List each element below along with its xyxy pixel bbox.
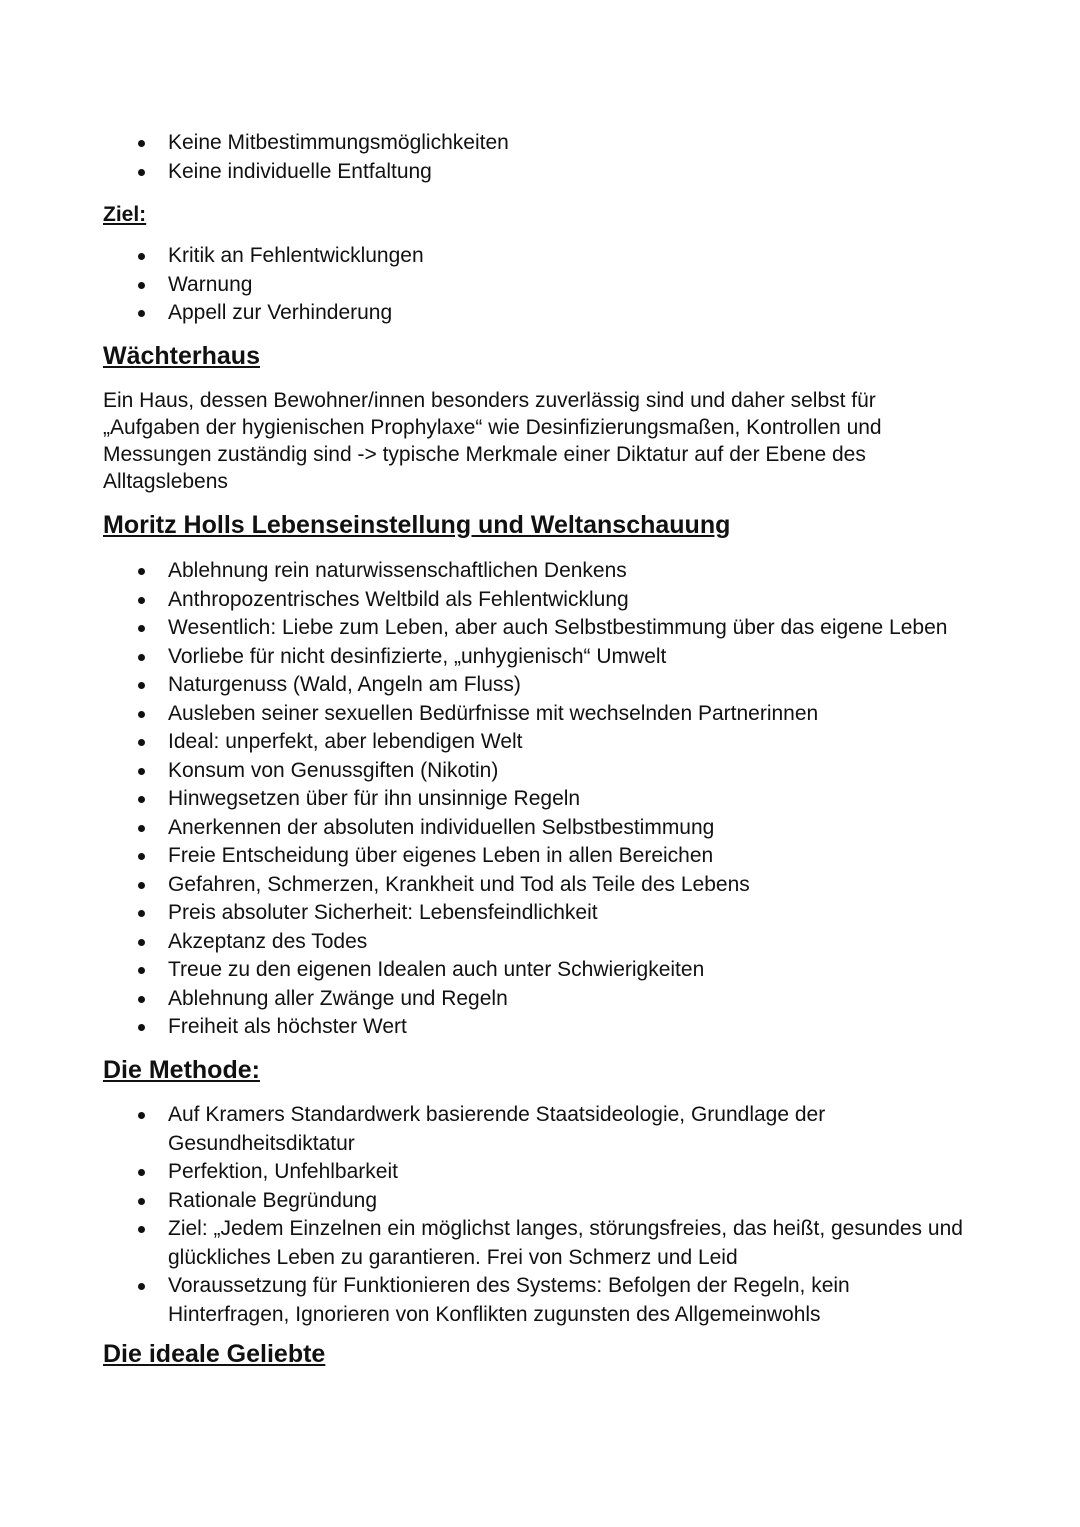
geliebte-heading: Die ideale Geliebte — [103, 1340, 326, 1368]
list-item: Perfektion, Unfehlbarkeit — [103, 1158, 963, 1187]
list-item: Freie Entscheidung über eigenes Leben in allen Bereichen — [103, 842, 1003, 871]
list-item: Ablehnung aller Zwänge und Regeln — [103, 985, 1003, 1014]
methode-heading: Die Methode: — [103, 1056, 260, 1084]
list-item: Ideal: unperfekt, aber lebendigen Welt — [103, 728, 1003, 757]
waechterhaus-paragraph: Ein Haus, dessen Bewohner/innen besonders zuverlässig sind und daher selbst für „Aufgaben der hygienischen Prophylaxe“ wie Desinfizierungsmaßen, Kontrollen und Messungen zuständig sind -> typische Merkmale einer Diktatur auf der Ebene des Alltagslebens — [103, 389, 882, 493]
list-item: Warnung — [103, 271, 1003, 300]
list-item: Hinwegsetzen über für ihn unsinnige Regeln — [103, 785, 1003, 814]
list-item: Anthropozentrisches Weltbild als Fehlentwicklung — [103, 586, 1003, 615]
ziel-label: Ziel: — [103, 203, 147, 226]
ziel-list — [103, 242, 1003, 328]
list-item: Wesentlich: Liebe zum Leben, aber auch Selbstbestimmung über das eigene Leben — [103, 614, 1003, 643]
waechterhaus-heading: Wächterhaus — [103, 342, 260, 370]
list-item: Keine Mitbestimmungsmöglichkeiten — [103, 129, 1003, 158]
methode-list — [103, 1101, 963, 1329]
list-item: Preis absoluter Sicherheit: Lebensfeindlichkeit — [103, 899, 1003, 928]
list-item: Vorliebe für nicht desinfizierte, „unhygienisch“ Umwelt — [103, 643, 1003, 672]
list-item: Rationale Begründung — [103, 1187, 963, 1216]
moritz-heading: Moritz Holls Lebenseinstellung und Weltanschauung — [103, 511, 731, 539]
list-item: Ziel: „Jedem Einzelnen ein möglichst langes, störungsfreies, das heißt, gesundes und glückliches Leben zu garantieren. Frei von Schmerz und Leid — [103, 1215, 963, 1272]
list-item: Naturgenuss (Wald, Angeln am Fluss) — [103, 671, 1003, 700]
moritz-list — [103, 557, 1003, 1042]
list-item: Anerkennen der absoluten individuellen Selbstbestimmung — [103, 814, 1003, 843]
list-item: Ausleben seiner sexuellen Bedürfnisse mit wechselnden Partnerinnen — [103, 700, 1003, 729]
intro-list — [103, 129, 1003, 186]
list-item: Freiheit als höchster Wert — [103, 1013, 1003, 1042]
list-item: Appell zur Verhinderung — [103, 299, 1003, 328]
list-item: Konsum von Genussgiften (Nikotin) — [103, 757, 1003, 786]
list-item: Ablehnung rein naturwissenschaftlichen Denkens — [103, 557, 1003, 586]
list-item: Akzeptanz des Todes — [103, 928, 1003, 957]
list-item: Keine individuelle Entfaltung — [103, 158, 1003, 187]
list-item: Gefahren, Schmerzen, Krankheit und Tod als Teile des Lebens — [103, 871, 1003, 900]
list-item: Voraussetzung für Funktionieren des Systems: Befolgen der Regeln, kein Hinterfragen, Ignorieren von Konflikten zugunsten des Allgemeinwohls — [103, 1272, 963, 1329]
list-item: Kritik an Fehlentwicklungen — [103, 242, 1003, 271]
list-item: Treue zu den eigenen Idealen auch unter Schwierigkeiten — [103, 956, 1003, 985]
list-item: Auf Kramers Standardwerk basierende Staatsideologie, Grundlage der Gesundheitsdiktatur — [103, 1101, 963, 1158]
